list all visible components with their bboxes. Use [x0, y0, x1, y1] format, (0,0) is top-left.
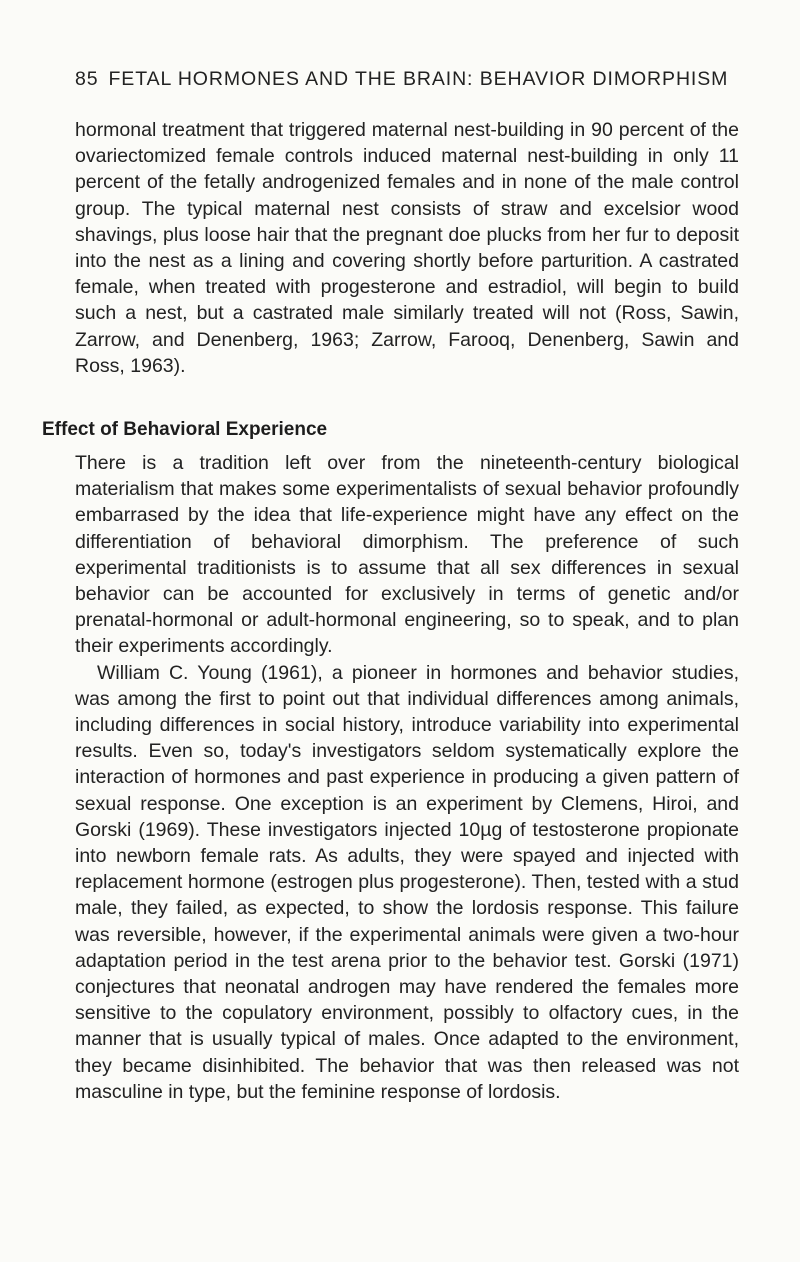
page-number: 85 — [75, 68, 99, 90]
section-body — [75, 450, 739, 1105]
section-heading: Effect of Behavioral Experience — [42, 419, 328, 440]
section-paragraph-1: There is a tradition left over from the nineteenth-century biological materialism that makes some experimentalists of sexual behavior profoundly embarrased by the idea that life-experience might have any effect on the differentiation of behavioral dimorphism. The preference of such experimental traditionists is to assume that all sex differences in sexual behavior can be accounted for exclusively in terms of genetic and/or prenatal-hormonal or adult-hormonal engineering, so to speak, and to plan their experiments accordingly. — [75, 452, 739, 658]
intro-paragraph: hormonal treatment that triggered maternal nest-building in 90 percent of the ovariectomized female controls induced maternal nest-building in only 11 percent of the fetally androgenized females and in none of the male control group. The typical maternal nest consists of straw and excelsior wood shavings, plus loose hair that the pregnant doe plucks from her fur to deposit into the nest as a lining and covering shortly before parturition. A castrated female, when treated with progesterone and estradiol, will begin to build such a nest, but a castrated male similarly treated will not (Ross, Sawin, Zarrow, and Denenberg, 1963; Zarrow, Farooq, Denenberg, Sawin and Ross, 1963). — [75, 119, 739, 377]
running-header — [75, 66, 755, 92]
running-title: FETAL HORMONES AND THE BRAIN: BEHAVIOR DIMORPHISM — [108, 68, 729, 90]
intro-text-block — [75, 117, 739, 379]
section-paragraph-2: William C. Young (1961), a pioneer in hormones and behavior studies, was among the first to point out that individual differences among animals, including differences in social history, introduce variability into experimental results. Even so, today's investigators seldom systematically explore the interaction of hormones and past experience in producing a given pattern of sexual response. One exception is an experiment by Clemens, Hiroi, and Gorski (1969). These investigators injected 10µg of testosterone propionate into newborn female rats. As adults, they were spayed and injected with replacement hormone (estrogen plus progesterone). Then, tested with a stud male, they failed, as expected, to show the lordosis response. This failure was reversible, however, if the experimental animals were given a two-hour adaptation period in the test arena prior to the behavior test. Gorski (1971) conjectures that neonatal androgen may have rendered the females more sensitive to the copulatory environment, possibly to olfactory cues, in the manner that is usually typical of males. Once adapted to the environment, they became disinhibited. The behavior that was then released was not masculine in type, but the feminine response of lordosis. — [75, 661, 739, 1103]
